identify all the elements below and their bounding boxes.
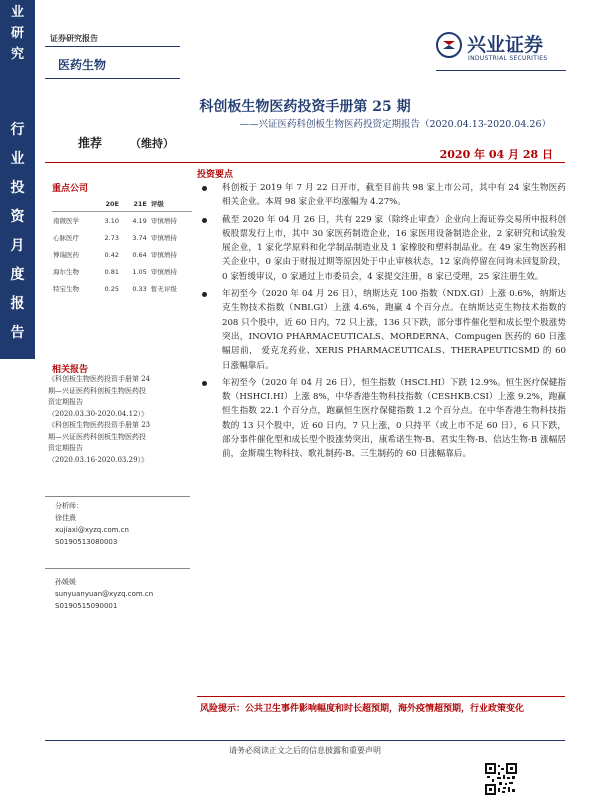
related-report-line: 资定期报告: [48, 398, 83, 406]
related-report-line: 期—兴证医药科创板生物医药投: [48, 386, 146, 395]
analyst-role: 分析师：: [55, 502, 83, 510]
qr-code-icon: [485, 763, 517, 795]
logo-name-cn: 兴业证券: [467, 34, 544, 56]
analyst-divider: [45, 496, 190, 497]
header-divider: [45, 78, 180, 79]
list-item: 年初至今（2020 年 04 月 26 日），恒生指数（HSCI.HI）下跌 12.9%。恒生医疗保健指数（HSHCI.HI）上涨 8%，中华香港生物科技指数（CESHKB.CSI）上涨 9.2%，跑赢恒生指数 22.1 个百分点，跑赢恒生医疗保健指数 1.2 个百分点。在中华香港生物科技指数的 13 只个股中，近 60 日内，7 只上涨，0 只持平（或上市不足 60 日），6 只下跌，部分事件催化型和成长型个股涨势突出，康希诺生物-B、君实生物-B、信达生物-B 涨幅居前，金斯瑞生物科技、歌礼制药-B、三生制药的 60 日涨幅靠后。: [200, 376, 566, 462]
bullet-icon: [202, 381, 207, 386]
date-divider: [45, 162, 565, 163]
bullet-icon: [202, 292, 207, 297]
company-logo: [436, 30, 566, 66]
rating-label: 推荐: [78, 136, 103, 150]
risk-divider: [197, 696, 565, 697]
industrial-securities-logo-icon: [436, 32, 462, 58]
table-row: 博瑞医药 0.42 0.64 审慎增持: [53, 250, 177, 259]
key-companies-title: 重点公司: [52, 184, 89, 194]
analyst-name: 徐佳熹: [55, 514, 76, 522]
table-header-row: 20E 21E 评级: [52, 196, 192, 212]
footer-divider: [45, 740, 565, 741]
risk-warning: 风险提示：公共卫生事件影响幅度和时长超预期，海外疫情超预期，行业政策变化: [200, 704, 525, 714]
analyst-email: xujiaxi@xyzq.com.cn: [55, 526, 129, 534]
key-companies-table: [52, 196, 192, 297]
header-divider: [45, 46, 180, 47]
report-subtitle: ——兴证医药科创板生物医药投资定期报告（2020.04.13-2020.04.26）: [239, 119, 551, 130]
table-row: 特宝生物 0.25 0.33 暂无评级: [53, 284, 177, 293]
table-row: 海尔生物 0.81 1.05 审慎增持: [53, 267, 177, 276]
analyst-cert: S0190515090001: [55, 602, 118, 610]
related-report-line: （2020.03.30-2020.04.12）》: [48, 409, 149, 418]
analyst-cert: S0190513080003: [55, 538, 118, 546]
summary-bullets: [200, 181, 566, 465]
rating-note: （维持）: [130, 137, 174, 150]
bullet-icon: [202, 186, 207, 191]
analyst-card: [55, 576, 190, 612]
summary-title: 投资要点: [197, 170, 234, 180]
related-report-line: 资定期报告: [48, 444, 83, 452]
disclaimer-footer: 请务必阅读正文之后的信息披露和重要声明: [229, 746, 381, 755]
analyst-name: 孙媛媛: [55, 578, 76, 586]
sector-label: 医药生物: [58, 58, 107, 72]
logo-name-en: INDUSTRIAL SECURITIES: [468, 55, 548, 62]
list-item: 截至 2020 年 04 月 26 日，共有 229 家（除终止审查）企业向上海证券交易所申报科创板股票发行上市，其中 30 家医药制造企业，16 家医用设备制造企业，2 家研究和试验发展企业，1 家化学原料和化学制品制造业及 1 家橡胶和塑料制品业。在 49 家生物医药相关企业中，0 家由于财报过期等原因处于中止审核状态，12 家尚停留在问询未回复阶段，0 家暂缓审议，0 家通过上市委员会，4 家提交注册，8 家已受理，25 家注册生效。: [200, 213, 566, 284]
report-title: 科创板生物医药投资手册第 25 期: [199, 99, 411, 115]
analyst-divider: [45, 568, 190, 569]
list-item: 科创板于 2019 年 7 月 22 日开市，截至目前共 98 家上市公司，其中有 24 家生物医药相关企业。本周 98 家企业平均涨幅为 4.27%。: [200, 181, 566, 210]
table-row: 心脉医疗 2.73 3.74 审慎增持: [53, 233, 177, 242]
header-divider: [436, 70, 566, 71]
bullet-icon: [202, 218, 207, 223]
sidebar-top-text: 业 研 究: [10, 5, 24, 62]
report-type-label: 证券研究报告: [50, 34, 98, 43]
related-reports-list: [48, 374, 190, 466]
list-item: 年初至今（2020 年 04 月 26 日），纳斯达克 100 指数（NDX.GI）上涨 0.6%，纳斯达克生物技术指数（NBI.GI）上涨 4.6%，跑赢 4 个百分点。在纳斯达克生物技术指数的 208 只个股中，近 60 日内，72 只上涨，136 只下跌，部分事件催化型和成长型个股涨势突出，INOVIO PHARMACEUTICALS、MORDERNA、Compugen 医药的 60 日涨幅居前， 爱克龙药业、XERIS PHARMACEUTICALS、THERAPEUTICSMD 的 60 日涨幅靠后。: [200, 287, 566, 373]
related-report-line: 《科创板生物医药投资手册第 23: [48, 421, 151, 429]
related-report-line: （2020.03.16-2020.03.29）》: [48, 455, 149, 464]
table-row: 南微医学 3.10 4.19 审慎增持: [53, 216, 177, 225]
sidebar-banner: [0, 0, 35, 359]
related-report-line: 《科创板生物医药投资手册第 24: [48, 375, 151, 383]
analyst-email: sunyuanyuan@xyzq.com.cn: [55, 590, 154, 598]
related-reports-title: 相关报告: [52, 365, 89, 375]
related-report-line: 期—兴证医药科创板生物医药投: [48, 432, 146, 441]
analyst-card: [55, 500, 190, 548]
report-date: 2020 年 04 月 28 日: [439, 148, 553, 161]
sidebar-report-category: 行 业 投 资 月 度 报 告: [10, 122, 25, 341]
